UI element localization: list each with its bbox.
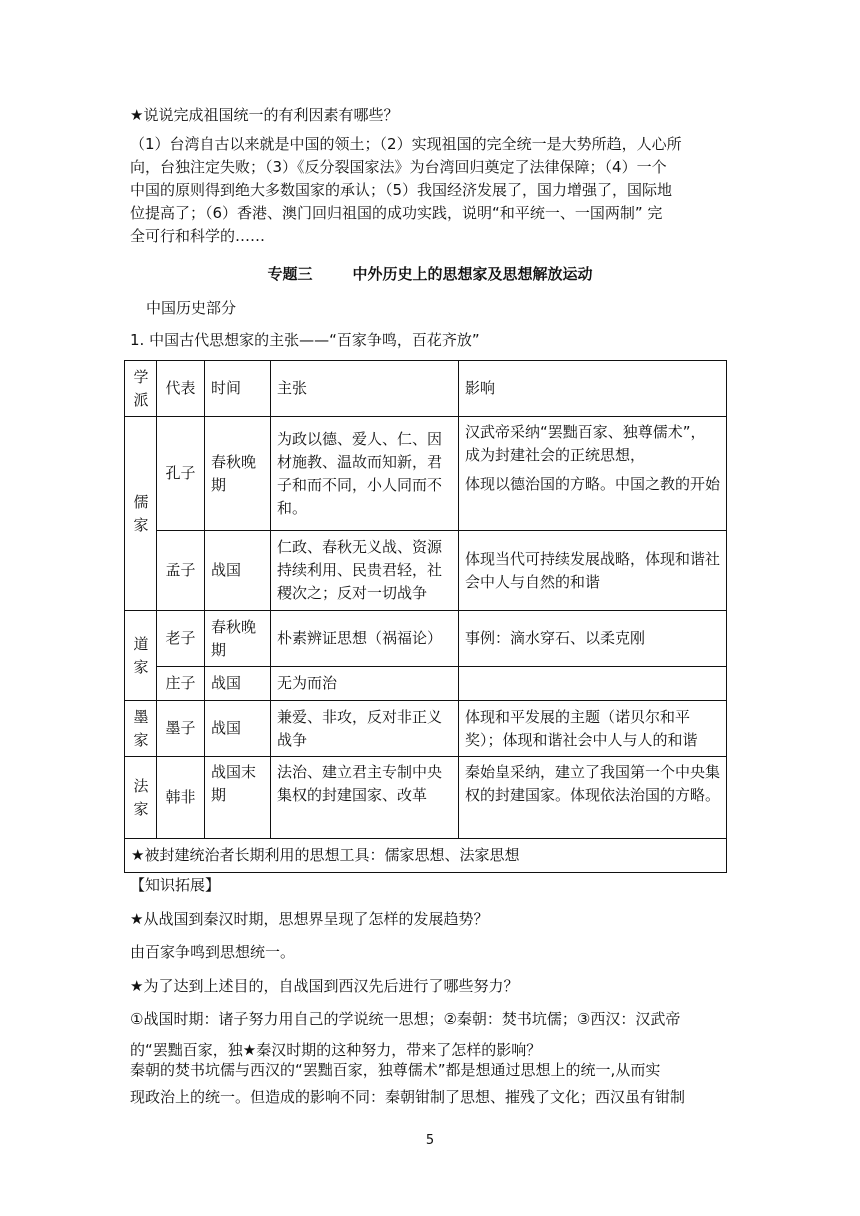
rep-zhuangzi: 庄子 — [157, 667, 205, 701]
school-fa: 法家 — [133, 776, 149, 818]
answer-line: 位提高了；（6）香港、澳门回归祖国的成功实践，说明“和平统一、一国两制” 完 — [130, 204, 663, 222]
ext-question-1: ★从战国到秦汉时期，思想界呈现了怎样的发展趋势？ — [130, 910, 489, 928]
rep-laozi: 老子 — [157, 611, 205, 667]
school-mo: 墨家 — [133, 707, 149, 749]
header-time: 时间 — [205, 361, 271, 417]
table-row — [125, 611, 727, 667]
claim-kongzi: 为政以德、爱人、仁、因材施教、温故而知新，君子和而不同，小人同而不和。 — [271, 417, 459, 531]
answer-line: （1）台湾自古以来就是中国的领土；（2）实现祖国的完全统一是大势所趋，人心所 — [130, 135, 682, 153]
ext-answer-1: 由百家争鸣到思想统一。 — [130, 943, 296, 961]
impact-laozi: 事例：滴水穿石、以柔克刚 — [459, 611, 727, 667]
table-footer-row — [125, 839, 727, 873]
header-rep: 代表 — [157, 361, 205, 417]
answer-line: 的“罢黜百家，独★秦汉时期的这种努力，带来了怎样的影响？ — [130, 1041, 542, 1059]
answer-line: 全可行和科学的…… — [130, 227, 266, 245]
table-footer-note: ★被封建统治者长期利用的思想工具：儒家思想、法家思想 — [125, 839, 727, 873]
topic-heading — [130, 263, 730, 284]
ext-title: 【知识拓展】 — [130, 876, 221, 894]
ext-answer-2 — [130, 1008, 730, 1062]
answer-line: 秦朝的焚书坑儒与西汉的“罢黜百家，独尊儒术”都是想通过思想上的统一,从而实 — [130, 1061, 661, 1079]
table-row — [125, 531, 727, 611]
thinkers-table — [124, 360, 727, 873]
topic-title: 中外历史上的思想家及思想解放运动 — [352, 265, 593, 283]
answer-line: ①战国时期：诸子努力用自己的学说统一思想；②秦朝：焚书坑儒；③西汉：汉武帝 — [130, 1010, 681, 1028]
time-hanfei: 战国末期 — [205, 757, 271, 839]
school-ru: 儒家 — [133, 492, 149, 534]
header-claim: 主张 — [271, 361, 459, 417]
time-zhuangzi: 战国 — [205, 667, 271, 701]
impact-zhuangzi — [459, 667, 727, 701]
page-number: 5 — [425, 1133, 435, 1148]
table-header-row — [125, 361, 727, 417]
answer-line: 中国的原则得到绝大多数国家的承认；（5）我国经济发展了，国力增强了，国际地 — [130, 181, 673, 199]
answer-line: 向，台独注定失败；（3）《反分裂国家法》为台湾回归奠定了法律保障；（4）一个 — [130, 158, 667, 176]
impact-kongzi-1: 汉武帝采纳“罢黜百家、独尊儒术”，成为封建社会的正统思想， — [465, 423, 706, 464]
table-row — [125, 417, 727, 531]
claim-mozi: 兼爱、非攻，反对非正义战争 — [271, 701, 459, 757]
ext-question-2: ★为了达到上述目的，自战国到西汉先后进行了哪些努力？ — [130, 977, 519, 995]
school-dao: 道家 — [133, 634, 149, 676]
impact-hanfei: 秦始皇采纳，建立了我国第一个中央集权的封建国家。体现依法治国的方略。 — [459, 757, 727, 839]
impact-mengzi: 体现当代可持续发展战略，体现和谐社会中人与自然的和谐 — [459, 531, 727, 611]
item-heading: 1. 中国古代思想家的主张——“百家争鸣，百花齐放” — [130, 331, 480, 349]
rep-hanfei: 韩非 — [157, 757, 205, 839]
table-row — [125, 667, 727, 701]
claim-laozi: 朴素辨证思想（祸福论） — [271, 611, 459, 667]
time-kongzi: 春秋晚期 — [205, 417, 271, 531]
table-row — [125, 757, 727, 839]
answer-line: 现政治上的统一。但造成的影响不同：秦朝钳制了思想、摧残了文化；西汉虽有钳制 — [130, 1088, 686, 1106]
claim-zhuangzi: 无为而治 — [271, 667, 459, 701]
claim-mengzi: 仁政、春秋无义战、资源持续利用、民贵君轻，社稷次之；反对一切战争 — [271, 531, 459, 611]
rep-mozi: 墨子 — [157, 701, 205, 757]
intro-answer — [130, 133, 730, 248]
header-impact: 影响 — [459, 361, 727, 417]
impact-kongzi-2: 体现以德治国的方略。中国之教的开始 — [465, 475, 721, 493]
impact-mozi: 体现和平发展的主题（诺贝尔和平奖）；体现和谐社会中人与人的和谐 — [459, 701, 727, 757]
impact-kongzi — [459, 417, 727, 531]
ext-answer-3 — [130, 1059, 730, 1109]
table-row — [125, 701, 727, 757]
intro-question: ★说说完成祖国统一的有利因素有哪些？ — [130, 106, 399, 124]
header-school: 学派 — [133, 367, 149, 409]
topic-number: 专题三 — [267, 265, 313, 283]
rep-kongzi: 孔子 — [157, 417, 205, 531]
time-mozi: 战国 — [205, 701, 271, 757]
section-label: 中国历史部分 — [146, 299, 237, 317]
time-laozi: 春秋晚期 — [205, 611, 271, 667]
time-mengzi: 战国 — [205, 531, 271, 611]
rep-mengzi: 孟子 — [157, 531, 205, 611]
claim-hanfei: 法治、建立君主专制中央集权的封建国家、改革 — [271, 757, 459, 839]
